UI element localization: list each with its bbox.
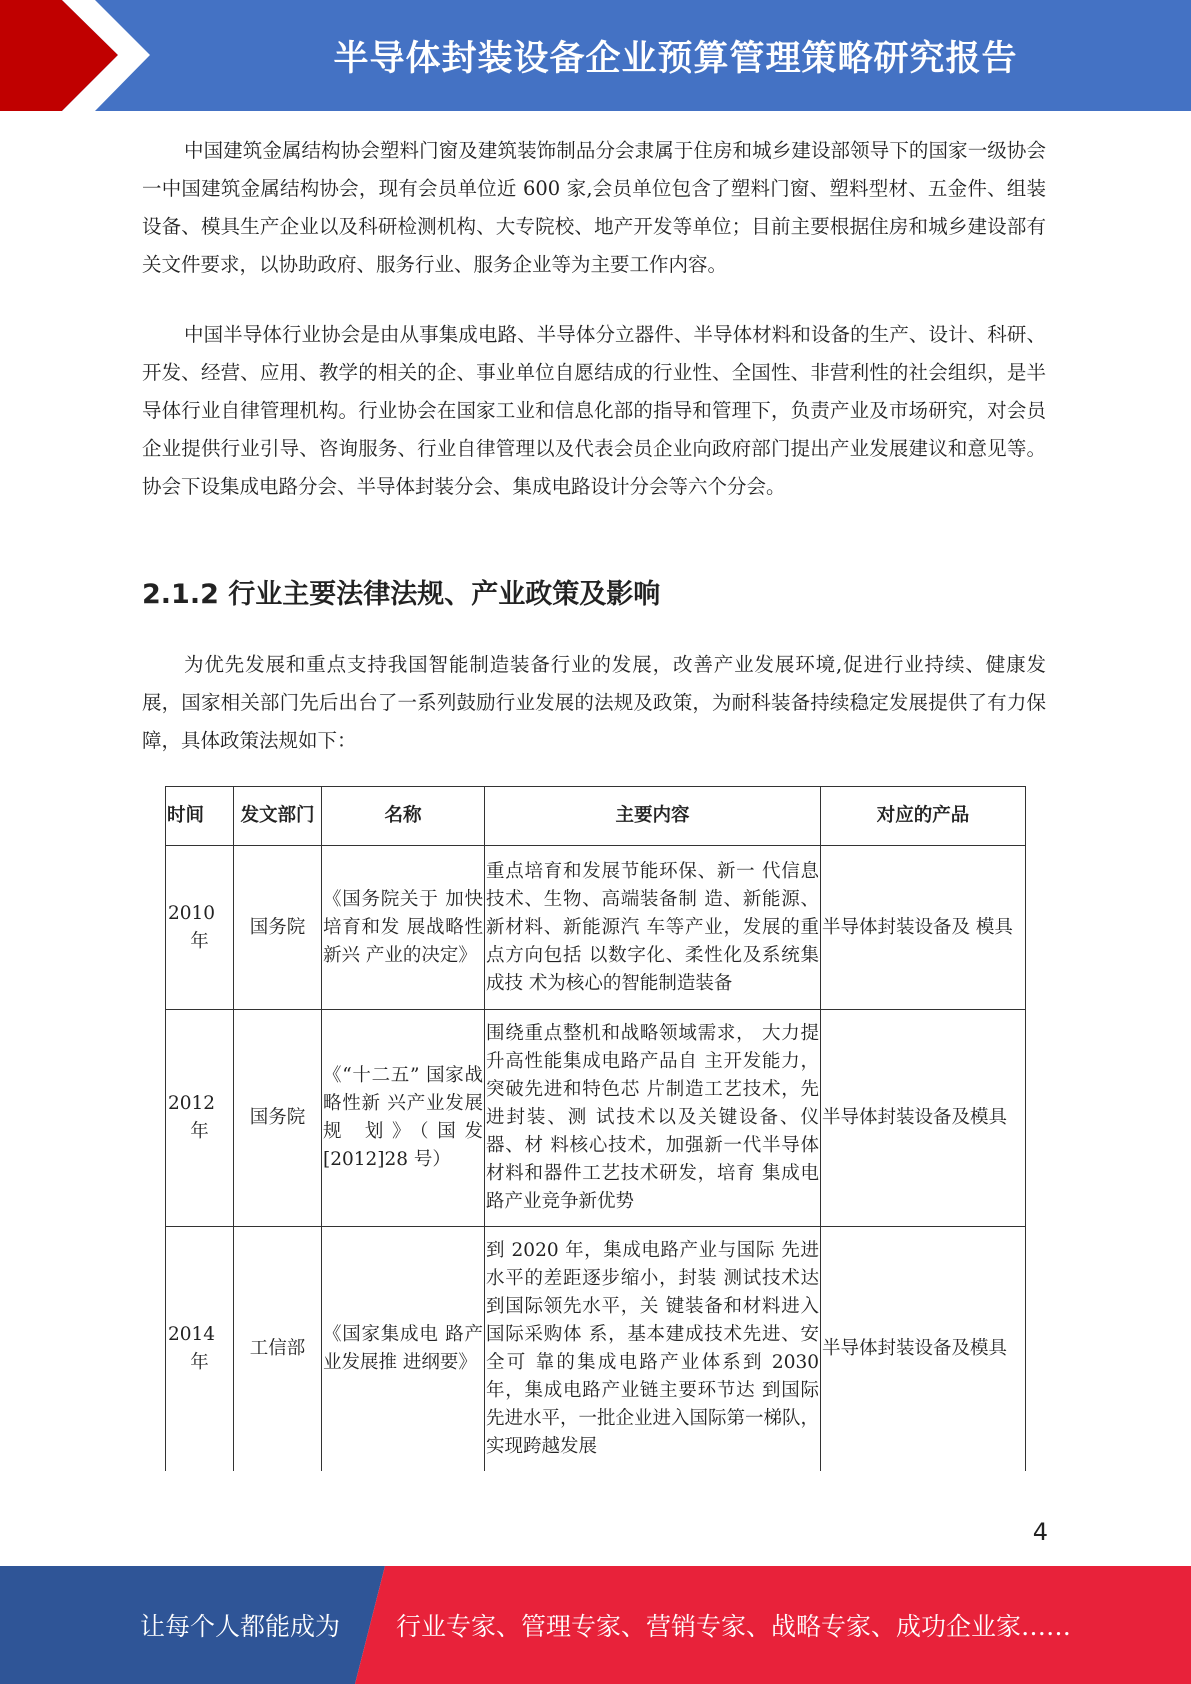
cell-product: 半导体封装设备及模具 [821, 1227, 1026, 1472]
table-row [166, 1227, 1026, 1472]
cell-dept: 国务院 [234, 846, 322, 1010]
year-unit: 年 [190, 930, 209, 952]
cell-main-content: 到 2020 年，集成电路产业与国际 先进水平的差距逐步缩小，封装 测试技术达到国际领先水平，关 键装备和材料进入国际采购体 系，基本建成技术先进、安全可 靠的集成电路产业体系到 2030 年，集成电路产业链主要环节达 到国际先进水平，一批企业进入国际第一梯队，实现跨越发展 [485, 1227, 821, 1472]
report-title: 半导体封装设备企业预算管理策略研究报告 [333, 38, 1018, 79]
cell-product: 半导体封装设备及模具 [821, 1010, 1026, 1227]
year-value: 2012 [168, 1093, 216, 1114]
table-row [166, 1010, 1026, 1227]
cell-main-content: 围绕重点整机和战略领域需求， 大力提升高性能集成电路产品自 主开发能力，突破先进和特色芯 片制造工艺技术，先进封装、测 试技术以及关键设备、仪器、材 料核心技术，加强新一代半导体 材料和器件工艺技术研发，培育 集成电路产业竞争新优势 [485, 1010, 821, 1227]
cell-name: 《国家集成电 路产业发展推 进纲要》 [322, 1227, 485, 1472]
page-footer [0, 1566, 1191, 1684]
table-row [166, 846, 1026, 1010]
header-dept: 发文部门 [234, 787, 322, 846]
year-value: 2010 [168, 902, 216, 924]
cell-main-content: 重点培育和发展节能环保、新一 代信息技术、生物、高端装备制 造、新能源、新材料、新能源汽 车等产业，发展的重点方向包括 以数字化、柔性化及系统集成技 术为核心的智能制造装备 [485, 846, 821, 1010]
year-unit: 年 [190, 1352, 209, 1373]
header-name: 名称 [322, 787, 485, 846]
cell-year [166, 1227, 234, 1472]
year-unit: 年 [190, 1121, 209, 1142]
cell-year [166, 846, 234, 1010]
cell-dept: 工信部 [234, 1227, 322, 1472]
page-header [0, 0, 1191, 111]
section-heading: 2.1.2 行业主要法律法规、产业政策及影响 [142, 579, 661, 610]
table-header-row [166, 787, 1026, 846]
header-product: 对应的产品 [821, 787, 1026, 846]
cell-name: 《“十二五” 国家战略性新 兴产业发展规 划》（国发 [2012]28 号） [322, 1010, 485, 1227]
header-time: 时间 [166, 787, 234, 846]
cell-product: 半导体封装设备及 模具 [821, 846, 1026, 1010]
page-number: 4 [1032, 1518, 1048, 1546]
paragraph-plastics-association: 中国建筑金属结构协会塑料门窗及建筑装饰制品分会隶属于住房和城乡建设部领导下的国家一级协会一中国建筑金属结构协会，现有会员单位近 600 家,会员单位包含了塑料门窗、塑料型材、五金件、组装设备、模具生产企业以及科研检测机构、大专院校、地产开发等单位；目前主要根据住房和城乡建设部有关文件要求，以协助政府、服务行业、服务企业等为主要工作内容。 [142, 139, 1046, 276]
cell-year [166, 1010, 234, 1227]
footer-slogan-right: 行业专家、管理专家、营销专家、战略专家、成功企业家…… [396, 1612, 1072, 1641]
header-main-content: 主要内容 [485, 787, 821, 846]
policy-table [165, 786, 1026, 1471]
cell-dept: 国务院 [234, 1010, 322, 1227]
cell-name: 《国务院关于 加快培育和发 展战略性新兴 产业的决定》 [322, 846, 485, 1010]
paragraph-policy-intro: 为优先发展和重点支持我国智能制造装备行业的发展，改善产业发展环境,促进行业持续、健康发展，国家相关部门先后出台了一系列鼓励行业发展的法规及政策，为耐科装备持续稳定发展提供了有力保障，具体政策法规如下： [142, 653, 1046, 752]
footer-slogan-left: 让每个人都能成为 [140, 1612, 341, 1641]
paragraph-semiconductor-association: 中国半导体行业协会是由从事集成电路、半导体分立器件、半导体材料和设备的生产、设计、科研、开发、经营、应用、教学的相关的企、事业单位自愿结成的行业性、全国性、非营利性的社会组织，是半导体行业自律管理机构。行业协会在国家工业和信息化部的指导和管理下，负责产业及市场研究，对会员企业提供行业引导、咨询服务、行业自律管理以及代表会员企业向政府部门提出产业发展建议和意见等。协会下设集成电路分会、半导体封装分会、集成电路设计分会等六个分会。 [142, 323, 1046, 498]
year-value: 2014 [168, 1324, 216, 1345]
